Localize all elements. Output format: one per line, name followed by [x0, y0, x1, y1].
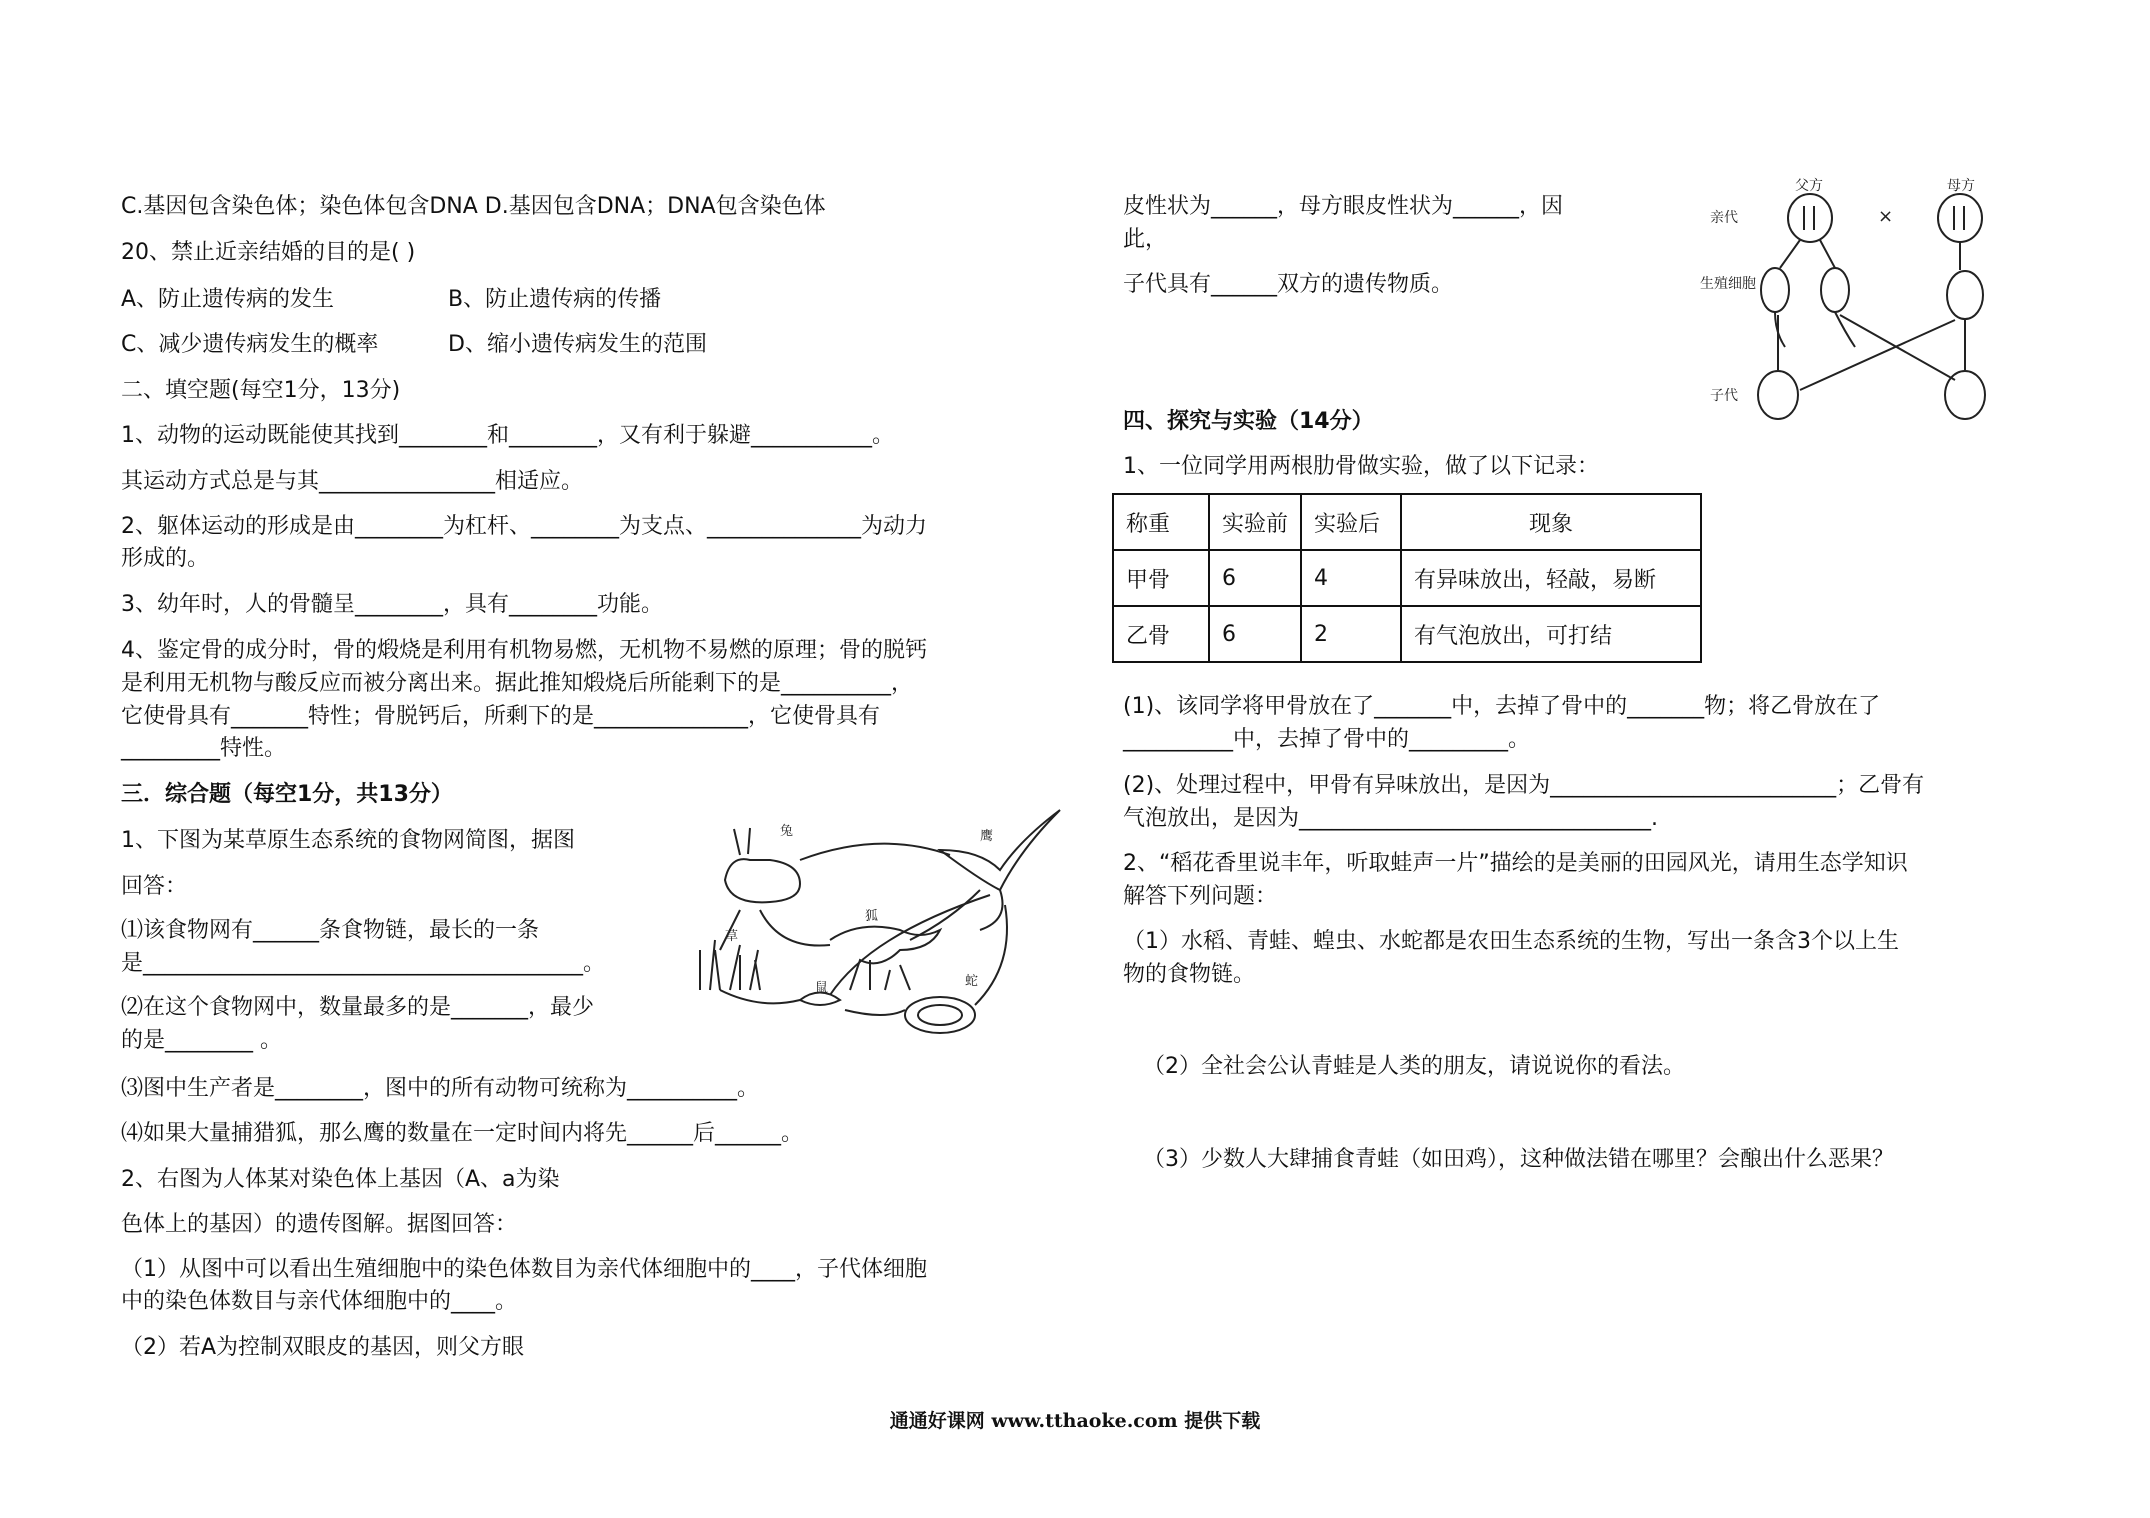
exp-2a: 2、“稻花香里说丰年，听取蛙声一片”描绘的是美丽的田园风光，请用生态学知识	[1123, 851, 1908, 876]
table-cell: 6	[1209, 550, 1301, 606]
egg-cell	[1947, 271, 1983, 319]
comp-1-2b: 的是________ 。	[121, 1028, 282, 1053]
label-mouse: 鼠	[815, 981, 829, 996]
fill-1b: 其运动方式总是与其________________相适应。	[121, 469, 584, 494]
comp-1b: 回答：	[121, 874, 188, 899]
right-line-1: 皮性状为______，母方眼皮性状为______，因	[1123, 194, 1564, 219]
genetics-diagram	[1700, 170, 2030, 440]
experiment-table	[1112, 493, 1702, 663]
exp-2-1b: 物的食物链。	[1123, 962, 1256, 987]
table-cell: 6	[1209, 606, 1301, 662]
q20-option-a: A、防止遗传病的发生	[121, 287, 335, 312]
table-cell: 乙骨	[1113, 606, 1209, 662]
fill-2a: 2、躯体运动的形成是由________为杠杆、________为支点、______________为动力	[121, 514, 927, 539]
fill-1a: 1、动物的运动既能使其找到________和________，又有利于躲避___________。	[121, 423, 894, 448]
footer-source: 通通好课网 www.tthaoke.com 提供下载	[889, 1410, 1261, 1432]
right-line-3: 子代具有______双方的遗传物质。	[1123, 272, 1454, 297]
table-header: 称重	[1113, 494, 1209, 550]
table-cell: 有气泡放出，可打结	[1401, 606, 1701, 662]
section-3-title: 三．综合题（每空1分，共13分）	[121, 782, 453, 807]
table-cell: 4	[1301, 550, 1401, 606]
sperm-a-upper	[1761, 268, 1789, 312]
table-cell: 有异味放出，轻敲，易断	[1401, 550, 1701, 606]
comp-2-2: （2）若A为控制双眼皮的基因，则父方眼	[121, 1335, 525, 1360]
q20-stem: 20、禁止近亲结婚的目的是( )	[121, 240, 416, 265]
fill-2b: 形成的。	[121, 546, 210, 571]
exp-2b: 解答下列问题：	[1123, 884, 1278, 909]
label-snake: 蛇	[965, 974, 979, 989]
q20-option-c: C、减少遗传病发生的概率	[121, 332, 379, 357]
table-cell: 甲骨	[1113, 550, 1209, 606]
section-2-title: 二、填空题(每空1分，13分)	[121, 378, 401, 403]
comp-1a: 1、下图为某草原生态系统的食物网简图，据图	[121, 828, 575, 853]
table-row	[1113, 550, 1701, 606]
comp-1-3: ⑶图中生产者是________，图中的所有动物可统称为__________。	[121, 1076, 760, 1101]
hawk-shape	[940, 810, 1060, 890]
comp-2b: 色体上的基因）的遗传图解。据图回答：	[121, 1212, 518, 1237]
comp-1-2a: ⑵在这个食物网中，数量最多的是_______，最少	[121, 995, 595, 1020]
table-row	[1113, 606, 1701, 662]
label-mother: 母方	[1947, 178, 1975, 194]
label-grass: 草	[725, 929, 739, 944]
q20-option-d: D、缩小遗传病发生的范围	[448, 332, 707, 357]
table-cell: 2	[1301, 606, 1401, 662]
offspring-cell-1	[1758, 371, 1798, 419]
label-fox: 狐	[865, 909, 879, 924]
exp-1-2b: 气泡放出，是因为________________________________.	[1123, 806, 1658, 831]
label-parent-generation: 亲代	[1710, 210, 1738, 226]
fill-3: 3、幼年时，人的骨髓呈________，具有________功能。	[121, 592, 663, 617]
fill-4c: 它使骨具有_______特性；骨脱钙后，所剩下的是______________，它使骨具有	[121, 704, 881, 729]
label-rabbit: 兔	[780, 824, 794, 839]
exp-2-3: （3）少数人大肆捕食青蛙（如田鸡），这种做法错在哪里？会酿出什么恶果？	[1143, 1147, 1894, 1172]
rabbit-shape	[725, 859, 800, 902]
table-header: 现象	[1401, 494, 1701, 550]
exp-1-1a: (1)、该同学将甲骨放在了_______中，去掉了骨中的_______物；将乙骨放在了	[1123, 694, 1881, 719]
fill-4a: 4、鉴定骨的成分时，骨的煅烧是利用有机物易燃，无机物不易燃的原理；骨的脱钙	[121, 638, 927, 663]
comp-2-1a: （1）从图中可以看出生殖细胞中的染色体数目为亲代体细胞中的____，子代体细胞	[121, 1257, 927, 1282]
section-4-title: 四、探究与实验（14分）	[1123, 409, 1374, 434]
father-cell	[1788, 194, 1832, 242]
exp-1-stem: 1、一位同学用两根肋骨做实验，做了以下记录：	[1123, 454, 1599, 479]
comp-1-1b: 是________________________________________。	[121, 951, 606, 976]
exp-2-1a: （1）水稻、青蛙、蝗虫、水蛇都是农田生态系统的生物，写出一条含3个以上生	[1123, 929, 1899, 954]
comp-1-1a: ⑴该食物网有______条食物链，最长的一条	[121, 918, 540, 943]
label-gamete: 生殖细胞	[1700, 276, 1756, 292]
food-web-diagram	[680, 800, 1080, 1050]
exp-1-2a: (2)、处理过程中，甲骨有异味放出，是因为__________________________；乙骨有	[1123, 773, 1925, 798]
fill-4b: 是利用无机物与酸反应而被分离出来。据此推知煅烧后所能剩下的是__________，	[121, 671, 914, 696]
mother-cell	[1938, 194, 1982, 242]
table-header: 实验后	[1301, 494, 1401, 550]
cross-symbol: ×	[1878, 206, 1894, 227]
table-header-row	[1113, 494, 1701, 550]
q19-option-c-d: C.基因包含染色体；染色体包含DNA D.基因包含DNA；DNA包含染色体	[121, 194, 826, 219]
label-father: 父方	[1795, 178, 1823, 194]
fill-4d: _________特性。	[121, 736, 287, 761]
exp-1-1b: __________中，去掉了骨中的_________。	[1123, 727, 1531, 752]
right-line-2: 此，	[1123, 227, 1168, 252]
exp-2-2: （2）全社会公认青蛙是人类的朋友，请说说你的看法。	[1143, 1054, 1685, 1079]
sperm-a-lower	[1821, 268, 1849, 312]
label-hawk: 鹰	[980, 829, 994, 844]
comp-2-1b: 中的染色体数目与亲代体细胞中的____。	[121, 1289, 518, 1314]
label-offspring: 子代	[1710, 388, 1738, 404]
table-header: 实验前	[1209, 494, 1301, 550]
comp-2a: 2、右图为人体某对染色体上基因（A、a为染	[121, 1167, 560, 1192]
comp-1-4: ⑷如果大量捕猎狐，那么鹰的数量在一定时间内将先______后______。	[121, 1121, 804, 1146]
q20-option-b: B、防止遗传病的传播	[448, 287, 662, 312]
